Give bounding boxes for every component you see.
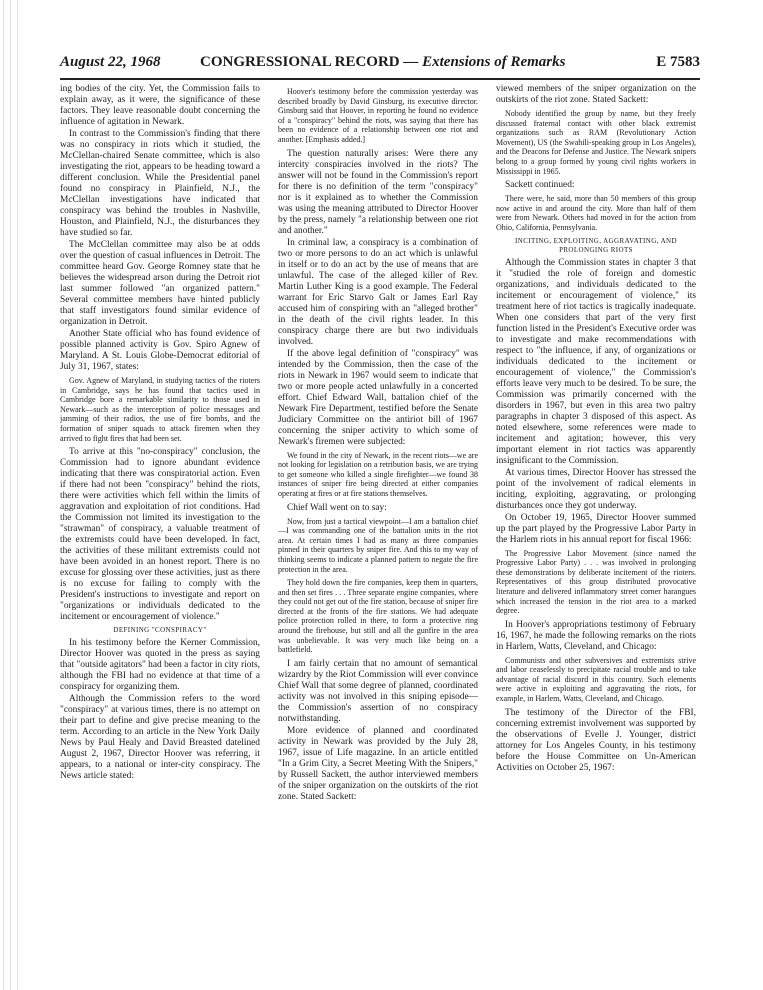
paragraph: In his testimony before the Kerner Commission, Director Hoover was quoted in the press as saying that "outside agitators" had been a factor in city riots, although the FBI had no evidence at that time of a conspiracy for organizing them. [60, 638, 260, 693]
paragraph: Although the Commission states in chapter 3 that it "studied the role of foreign and domestic organizations, and individuals dedicated to the incitement or encouragement of violence," its treatment here of riot tactics is tragically inadequate. When one considers that part of the very first function listed in the President's Executive order was to investigate and make recommendations with respect to "the influence, if any, of organizations or individuals dedicated to the incitement or encouragement of violence," the Commission's efforts leave very much to be desired. To be sure, the Commission was primarily concerned with the disorders in 1967, but even in this area two paltry paragraphs in chapter 3 disposed of this aspect. As noted elsewhere, some references were made to incitement and agitation; however, this very important element in riot tactics was apparently insignificant to the Commission. [496, 257, 696, 466]
block-quote: There were, he said, more than 50 members of this group now active in and around the city. More than half of them were from Newark. Others had moved in for the action from Ohio, California, Pennsylvania. [496, 194, 696, 232]
paragraph: The McClellan committee may also be at odds over the question of casual influences in Detroit. The committee heard Gov. George Romney state that he believes the widespread arson during the Detroit riot last summer followed "an organized pattern." Several committee members have hinted publicly that staff investigators found similar evidence of organization in Detroit. [60, 240, 260, 327]
header-subtitle: — Extensions of Remarks [403, 54, 566, 70]
paragraph: At various times, Director Hoover has stressed the point of the involvement of radical elements in inciting, exploiting, aggravating, or prolonging disturbances once they got underway. [496, 467, 696, 511]
paragraph: More evidence of planned and coordinated activity in Newark was provided by the July 28, 1967, issue of Life magazine. In an article entitled "In a Grim City, a Secret Meeting With the Snipers," by Russell Sackett, the author interviewed members of the sniper organization on the outskirts of the riot zone. Stated Sackett: [278, 725, 478, 802]
header-title-main: CONGRESSIONAL RECORD [200, 54, 400, 70]
text-column-3 [496, 84, 696, 984]
paragraph: In contrast to the Commission's finding that there was no conspiracy in riots which it studied, the McClellan-chaired Senate committee, which is also investigating the riot, appears to be heading toward a different conclusion. While the Presidential panel found no conspiracy in Plainfield, N.J., the McClellan investigations have indicated that conspiracy was behind the troubles in Nashville, Houston, and Plainfield, N.J., the disturbances they have studied so far. [60, 129, 260, 238]
block-quote: Gov. Agnew of Maryland, in studying tactics of the rioters in Cambridge, says he has found that tactics used in Cambridge bore a remarkable similarity to those used in Newark—such as the interception of police messages and jamming of their radios, the use of fire bombs, and the formation of sniper squads to attack firemen when they arrived to fight fires that had been set. [60, 376, 260, 443]
text-column-2 [278, 84, 478, 984]
paragraph: The testimony of the Director of the FBI, concerning extremist involvement was supported by the observations of Evelle J. Younger, district attorney for Los Angeles County, in his testimony before the House Committee on Un-American Activities on October 25, 1967: [496, 707, 696, 773]
paragraph: ing bodies of the city. Yet, the Commission fails to explain away, as it were, the significance of these factors. They leave reasonable doubt concerning the influence of agitation in Newark. [60, 84, 260, 127]
paragraph: Another State official who has found evidence of possible planned activity is Gov. Spiro Agnew of Maryland. A St. Louis Globe-Democrat editorial of July 31, 1967, states: [60, 329, 260, 372]
header-page-number: E 7583 [656, 54, 700, 70]
text-column-1 [60, 84, 260, 984]
block-quote: We found in the city of Newark, in the recent riots—we are not looking for legislation on a retribution basis, we are trying to get someone who killed a single firefighter—we found 38 instances of sniper fire being directed at either companies operating at fires or at fire stations themselves. [278, 450, 478, 498]
paragraph: In Hoover's appropriations testimony of February 16, 1967, he made the following remarks on the riots in Harlem, Watts, Cleveland, and Chicago: [496, 619, 696, 652]
block-quote: Hoover's testimony before the commission yesterday was described broadly by David Ginsburg, its executive director. Ginsburg said that Hoover, in reporting he found no evidence of a "conspiracy" behind the riots, was saying that there has been no evidence of a relationship between one riot and another. [Emphasis added.] [278, 87, 478, 144]
block-quote: Communists and other subversives and extremists strive and labor ceaselessly to precipitate racial trouble and to take advantage of racial discord in this country. Such elements were active in exploiting and aggravating the riots, for example, in Harlem, Watts, Cleveland, and Chicago. [496, 655, 696, 704]
block-quote: The Progressive Labor Movement (since named the Progressive Labor Party) . . . was involved in prolonging these demonstrations by deliberate incitement of the rioters. Representatives of this group distributed provocative literature and delivered inflammatory street corner harangues which increased the tension in the riot area to a marked degree. [496, 548, 696, 616]
page-header [60, 54, 700, 80]
paragraph: I am fairly certain that no amount of semantical wizardry by the Riot Commission will ever convince Chief Wall that some degree of planned, coordinated activity was not involved in this sniping episode—the Commission's assertion of no conspiracy notwithstanding. [278, 658, 478, 724]
header-title [200, 54, 565, 71]
paragraph: In criminal law, a conspiracy is a combination of two or more persons to do an act which is unlawful in itself or to do an act by the use of means that are unlawful. The case of the alleged killer of Rev. Martin Luther King is a good example. The Federal warrant for Eric Starvo Galt or James Earl Ray accused him of conspiring with an "alleged brother" in the death of the civil rights leader. In this conspiracy charge there are but two individuals involved. [278, 237, 478, 347]
block-quote: Now, from just a tactical viewpoint—I am a battalion chief—I was commanding one of the battalion units in the riot area. At certain times I had as many as three companies pinned in their quarters by sniper fire. And this to my way of thinking seems to indicate a planned pattern to negate the fire protection in the area. [278, 516, 478, 574]
section-heading: DEFINING "CONSPIRACY" [113, 626, 207, 635]
paragraph: The question naturally arises: Were there any intercity conspiracies involved in the riots? The answer will not be found in the Commission's report for there is no definition of the term "conspiracy" nor is it explained as to whether the Commission was using the meaning attributed to Director Hoover by the press, namely "a relationship between one riot and another." [278, 148, 478, 236]
paragraph: viewed members of the sniper organization on the outskirts of the riot zone. Stated Sackett: [496, 84, 696, 105]
paragraph: Sackett continued: [505, 180, 575, 191]
paragraph: On October 19, 1965, Director Hoover summed up the part played by the Progressive Labor Party in the Harlem riots in his annual report for fiscal 1966: [496, 512, 696, 545]
section-heading: INCITING, EXPLOITING, AGGRAVATING, AND PROLONGING RIOTS [515, 236, 677, 254]
paragraph: If the above legal definition of "conspiracy" was intended by the Commission, then the case of the riots in Newark in 1967 would seem to indicate that two or more people acted unlawfully in a concerted effort. Chief Edward Wall, battalion chief of the Newark Fire Department, testified before the Senate Judiciary Committee on the antiriot bill of 1967 concerning the sniper activity to which some of Newark's firemen were subjected: [278, 348, 478, 447]
header-date: August 22, 1968 [60, 54, 161, 70]
block-quote: Nobody identified the group by name, but they freely discussed fraternal contact with other black extremist organizations such as RAM (Revolutionary Action Movement), US (the Swahili-speaking group in Los Angeles), and the Deacons for Defense and Justice. The Newark snipers belong to a group formed by young civil rights workers in Mississippi in 1965. [496, 109, 696, 176]
binding-edge [0, 0, 22, 990]
paragraph: Although the Commission refers to the word "conspiracy" at various times, there is no attempt on their part to define and give precise meaning to the term. According to an article in the New York Daily News by Paul Healy and David Breasted datelined August 2, 1967, Director Hoover was referring, it appears, to a national or inter-city conspiracy. The News article stated: [60, 694, 260, 782]
paragraph: Chief Wall went on to say: [287, 502, 387, 513]
paragraph: To arrive at this "no-conspiracy" conclusion, the Commission had to ignore abundant evidence indicating that there was conspiratorial action. Even if there had not been "conspiracy" behind the riots, there were activities which fell within the limits of aggravation and exploitation of riot conditions. Had the Commission not limited its investigation to the "strawman" of conspiracy, a valuable treatment of the extremists could have been developed. In fact, the activities of these militant extremists could not have been avoided in an honest report. There is no excuse for glossing over these activities, just as there is no excuse for failing to comply with the President's instructions to investigate and report on "organizations or individuals dedicated to the incitement or encouragement of violence." [60, 447, 260, 623]
block-quote: They hold down the fire companies, keep them in quarters, and then set fires . . . Three separate engine companies, where they could not get out of the fire station, because of sniper fire directed at the fronts of the fire stations. We had adequate police protection rolled in there, to form a protective ring around the firehouse, but still and all the gunfire in the area was unbelievable. It was very much like being on a battlefield. [278, 578, 478, 655]
